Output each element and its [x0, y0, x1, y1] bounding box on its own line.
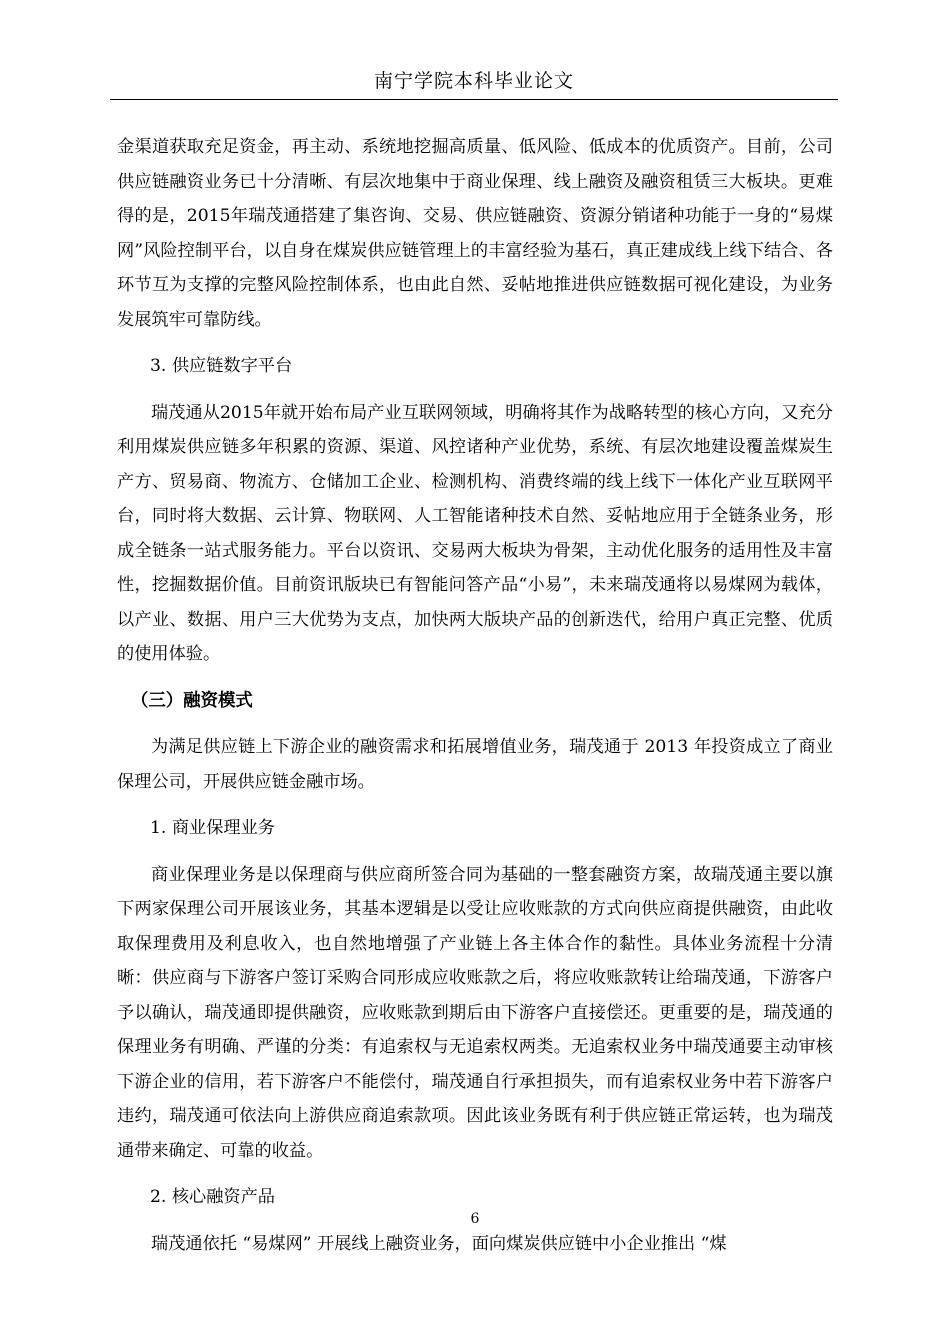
paragraph-financing-intro: 为满足供应链上下游企业的融资需求和拓展增值业务，瑞茂通于 2013 年投资成立了商业保理公司，开展供应链金融市场。 — [117, 737, 833, 792]
subheading-commercial-factoring: 1. 商业保理业务 — [150, 818, 275, 838]
subheading-core-products: 2. 核心融资产品 — [150, 1187, 275, 1207]
running-header: 南宁学院本科毕业论文 — [373, 70, 574, 92]
paragraph-commercial-factoring: 商业保理业务是以保理商与供应商所签合同为基础的一整套融资方案，故瑞茂通主要以旗下两家保理公司开展该业务，其基本逻辑是以受让应收账款的方式向供应商提供融资，由此收取保理费用及利息收入，也自然地增强了产业链上各主体合作的黏性。具体业务流程十分清晰：供应商与下游客户签订采购合同形成应收账款之后，将应收账款转让给瑞茂通，下游客户予以确认，瑞茂通即提供融资，应收账款到期后由下游客户直接偿还。更重要的是，瑞茂通的保理业务有明确、严谨的分类：有追索权与无追索权两类。无追索权业务中瑞茂通要主动审核下游企业的信用，若下游客户不能偿付，瑞茂通自行承担损失，而有追索权业务中若下游客户违约，瑞茂通可依法向上游供应商追索款项。因此该业务既有利于供应链正常运转，也为瑞茂通带来确定、可靠的收益。 — [117, 864, 833, 1161]
paragraph-digital-platform: 瑞茂通从2015年就开始布局产业互联网领域，明确将其作为战略转型的核心方向，又充分利用煤炭供应链多年积累的资源、渠道、风控诸种产业优势，系统、有层次地建设覆盖煤炭生产方、贸易商、物流方、仓储加工企业、检测机构、消费终端的线上线下一体化产业互联网平台，同时将大数据、云计算、物联网、人工智能诸种技术自然、妥帖地应用于全链条业务，形成全链条一站式服务能力。平台以资讯、交易两大板块为骨架，主动优化服务的适用性及丰富性，挖掘数据价值。目前资讯版块已有智能问答产品“小易”，未来瑞茂通将以易煤网为载体，以产业、数据、用户三大优势为支点，加快两大版块产品的创新迭代，给用户真正完整、优质的使用体验。 — [117, 402, 833, 664]
section-heading-financing-model: （三）融资模式 — [131, 690, 253, 711]
body-text — [117, 130, 833, 1261]
page-number: 6 — [470, 1211, 480, 1227]
paragraph-risk-control: 金渠道获取充足资金，再主动、系统地挖掘高质量、低风险、低成本的优质资产。目前，公司供应链融资业务已十分清晰、有层次地集中于商业保理、线上融资及融资租赁三大板块。更难得的是，2015年瑞茂通搭建了集咨询、交易、供应链融资、资源分销诸种功能于一身的“易煤网”风险控制平台，以自身在煤炭供应链管理上的丰富经验为基石，真正建成线上线下结合、各环节互为支撑的完整风险控制体系，也由此自然、妥帖地推进供应链数据可视化建设，为业务发展筑牢可靠防线。 — [117, 137, 833, 330]
paragraph-core-products: 瑞茂通依托 “易煤网” 开展线上融资业务，面向煤炭供应链中小企业推出 “煤 — [151, 1233, 727, 1254]
subheading-digital-platform: 3. 供应链数字平台 — [150, 356, 293, 376]
header-rule — [110, 99, 838, 100]
